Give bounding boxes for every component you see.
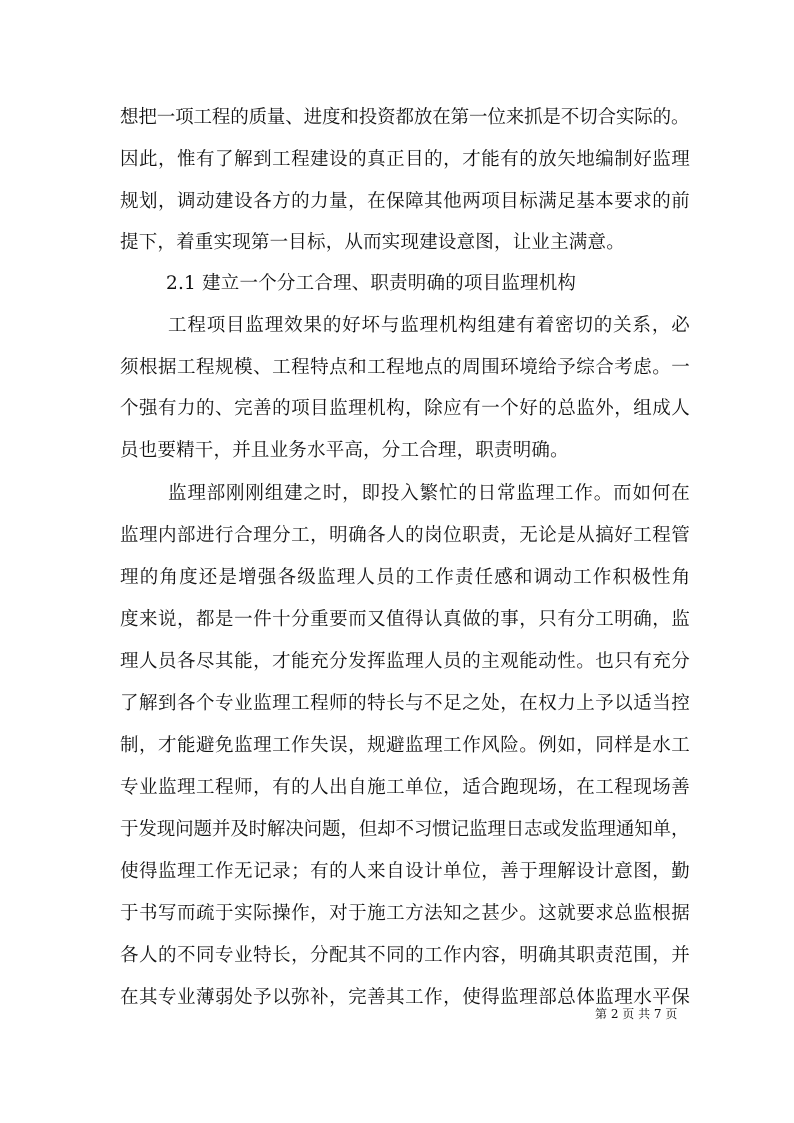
paragraph-2-line-4: 员也要精干，并且业务水平高，分工合理，职责明确。 <box>120 440 569 461</box>
paragraph-3-line-9: 于发现问题并及时解决问题，但却不习惯记监理日志或发监理通知单， <box>120 819 690 840</box>
paragraph-3-line-3: 理的角度还是增强各级监理人员的工作责任感和调动工作积极性角 <box>120 567 692 588</box>
paragraph-2-line-3: 个强有力的、完善的项目监理机构，除应有一个好的总监外，组成人 <box>120 398 691 419</box>
paragraph-3-line-7: 制，才能避免监理工作失误，规避监理工作风险。例如，同样是水工 <box>120 735 691 756</box>
paragraph-3-line-10: 使得监理工作无记录；有的人来自设计单位，善于理解设计意图，勤 <box>120 861 691 882</box>
paragraph-1-line-3: 规划，调动建设各方的力量，在保障其他两项目标满足基本要求的前 <box>120 191 691 212</box>
paragraph-2-line-1: 工程项目监理效果的好坏与监理机构组建有着密切的关系，必 <box>168 315 691 336</box>
paragraph-3-line-11: 于书写而疏于实际操作，对于施工方法知之甚少。这就要求总监根据 <box>120 903 691 924</box>
paragraph-3-line-13: 在其专业薄弱处予以弥补，完善其工作，使得监理部总体监理水平保 <box>120 987 691 1008</box>
paragraph-3-line-4: 度来说，都是一件十分重要而又值得认真做的事，只有分工明确，监 <box>120 609 691 630</box>
paragraph-3-line-8: 专业监理工程师，有的人出自施工单位，适合跑现场，在工程现场善 <box>120 777 691 798</box>
paragraph-2-line-2: 须根据工程规模、工程特点和工程地点的周围环境给予综合考虑。一 <box>120 357 691 378</box>
paragraph-1-line-4: 提下，着重实现第一目标，从而实现建设意图，让业主满意。 <box>120 232 625 253</box>
paragraph-3-line-12: 各人的不同专业特长，分配其不同的工作内容，明确其职责范围，并 <box>120 945 691 966</box>
paragraph-1-line-2: 因此，惟有了解到工程建设的真正目的，才能有的放矢地编制好监理 <box>120 149 691 170</box>
paragraph-3-line-2: 监理内部进行合理分工，明确各人的岗位职责，无论是从搞好工程管 <box>120 525 691 546</box>
paragraph-3-line-6: 了解到各个专业监理工程师的特长与不足之处，在权力上予以适当控 <box>120 693 691 714</box>
page-indicator: 第 2 页 共 7 页 <box>595 1007 678 1021</box>
paragraph-3-line-5: 理人员各尽其能，才能充分发挥监理人员的主观能动性。也只有充分 <box>120 651 691 672</box>
paragraph-3-line-1: 监理部刚刚组建之时，即投入繁忙的日常监理工作。而如何在 <box>168 483 691 504</box>
section-heading: 2.1 建立一个分工合理、职责明确的项目监理机构 <box>166 273 577 294</box>
paragraph-1-line-1: 想把一项工程的质量、进度和投资都放在第一位来抓是不切合实际的。 <box>120 107 690 128</box>
